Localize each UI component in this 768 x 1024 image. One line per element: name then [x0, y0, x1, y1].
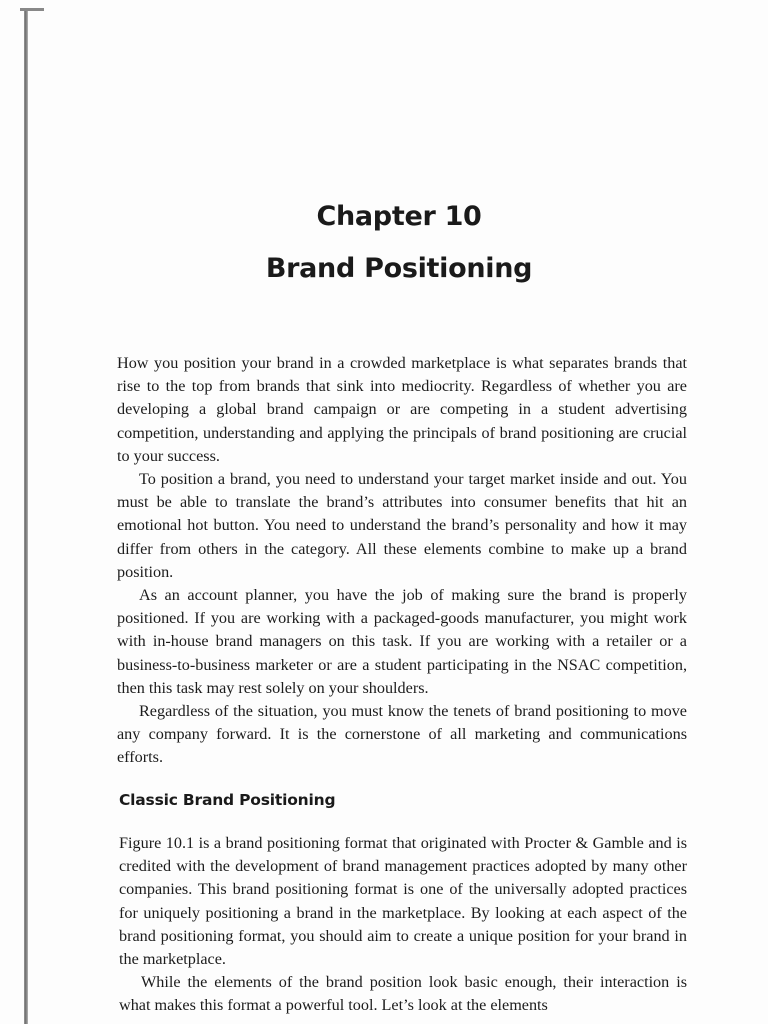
- chapter-number: Chapter 10: [316, 201, 482, 232]
- intro-paragraph: How you position your brand in a crowded marketplace is what separates brands that rise to the top from brands that sink into mediocrity. Regardless of whether you are developing a global brand campaign or are competing in a student advertising competition, understanding and applying the principals of brand positioning are crucial to your success.: [117, 354, 687, 465]
- section-paragraph: Figure 10.1 is a brand positioning format that originated with Procter & Gamble and is credited with the development of brand management practices adopted by many other companies. This brand positioning format is one of the universally adopted practices for uniquely positioning a brand in the marketplace. By looking at each aspect of the brand positioning format, you should aim to create a unique position for your brand in the marketplace.: [119, 834, 687, 969]
- chapter-title: Brand Positioning: [265, 253, 533, 284]
- book-spine-top-edge: [20, 8, 44, 11]
- chapter-heading: [0, 198, 768, 288]
- book-spine-shadow: [24, 8, 28, 1024]
- intro-paragraph: As an account planner, you have the job of making sure the brand is properly positioned. If you are working with a packaged-goods manufacturer, you might work with in-house brand managers on this task. If you are working with a retailer or a business-to-business marketer or are a student participating in the NSAC competition, then this task may rest solely on your shoulders.: [117, 586, 687, 697]
- section-paragraph: While the elements of the brand position look basic enough, their interaction is what makes this format a powerful tool. Let’s look at the elements: [119, 973, 687, 1015]
- section-heading: Classic Brand Positioning: [119, 791, 336, 809]
- intro-paragraph: Regardless of the situation, you must know the tenets of brand positioning to move any company forward. It is the cornerstone of all marketing and communications efforts.: [117, 702, 687, 767]
- section-body-text: [119, 832, 687, 1018]
- intro-body-text: [117, 352, 687, 770]
- intro-paragraph: To position a brand, you need to understand your target market inside and out. You must be able to translate the brand’s attributes into consumer benefits that hit an emotional hot button. You need to understand the brand’s personality and how it may differ from others in the category. All these elements combine to make up a brand position.: [117, 470, 687, 581]
